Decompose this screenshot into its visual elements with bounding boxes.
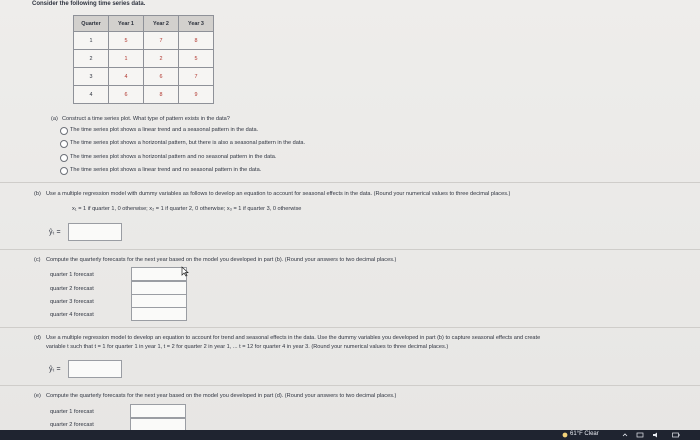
dummy-definition: x₁ = 1 if quarter 1, 0 otherwise; x₂ = 1 if quarter 2, 0 otherwise; x₃ = 1 if quarter 3, 0 otherwise: [72, 206, 302, 212]
divider: [0, 249, 700, 250]
table-row: [74, 50, 214, 68]
radio-option-4[interactable]: [60, 167, 68, 175]
forecast-label: quarter 4 forecast: [50, 312, 94, 318]
table-header-row: [74, 16, 214, 32]
forecast-label: quarter 1 forecast: [50, 272, 94, 278]
time-series-table: [73, 15, 214, 104]
radio-option-1[interactable]: [60, 127, 68, 135]
radio-option-3[interactable]: [60, 154, 68, 162]
option-2-label: The time series plot shows a horizontal pattern, but there is also a seasonal pattern in the data.: [70, 140, 306, 146]
part-b-label: (b): [34, 191, 41, 197]
table-cell: 7: [179, 68, 214, 86]
forecast-label: quarter 3 forecast: [50, 299, 94, 305]
forecast-input-e-q1[interactable]: [130, 404, 186, 418]
equation-input-b[interactable]: [68, 223, 122, 241]
table-cell: 9: [179, 86, 214, 104]
option-4-label: The time series plot shows a linear trend and no seasonal pattern in the data.: [70, 167, 262, 173]
taskbar: [0, 430, 700, 440]
divider: [0, 327, 700, 328]
forecast-label: quarter 2 forecast: [50, 422, 94, 428]
chevron-up-icon[interactable]: [622, 432, 628, 438]
table-row: [74, 68, 214, 86]
table-cell: 8: [179, 32, 214, 50]
mouse-cursor-icon: [181, 266, 189, 277]
table-cell: 4: [109, 68, 144, 86]
part-e-label: (e): [34, 393, 41, 399]
forecast-label: quarter 1 forecast: [50, 409, 94, 415]
divider: [0, 385, 700, 386]
table-cell: 4: [74, 86, 109, 104]
option-1-label: The time series plot shows a linear trend and a seasonal pattern in the data.: [70, 127, 259, 133]
part-a-question: Construct a time series plot. What type of pattern exists in the data?: [62, 116, 230, 122]
radio-option-2[interactable]: [60, 140, 68, 148]
part-c-question: Compute the quarterly forecasts for the next year based on the model you developed in part (b). (Round your answers to two decimal places.): [46, 257, 397, 263]
volume-icon[interactable]: [652, 432, 660, 438]
table-cell: 8: [144, 86, 179, 104]
yhat-label: ŷₜ =: [49, 366, 61, 373]
forecast-input-q3[interactable]: [131, 294, 187, 308]
forecast-input-q4[interactable]: [131, 307, 187, 321]
part-e-question: Compute the quarterly forecasts for the next year based on the model you developed in part (d). (Round your answers to two decimal places.): [46, 393, 397, 399]
table-cell: 6: [109, 86, 144, 104]
table-header: Year 1: [109, 16, 144, 32]
table-cell: 6: [144, 68, 179, 86]
part-a-label: (a): [51, 116, 58, 122]
table-header: Quarter: [74, 16, 109, 32]
table-cell: 5: [109, 32, 144, 50]
table-cell: 2: [74, 50, 109, 68]
part-d-question: Use a multiple regression model to develop an equation to account for trend and seasonal effects in the data. Use the dummy variables you developed in part (b) to capture seasonal effects and create: [46, 335, 541, 341]
instruction-text: Consider the following time series data.: [32, 1, 146, 7]
option-3-label: The time series plot shows a horizontal pattern and no seasonal pattern in the data.: [70, 154, 277, 160]
table-header: Year 3: [179, 16, 214, 32]
part-d-question-cont: variable t such that t = 1 for quarter 1 in year 1, t = 2 for quarter 2 in year 1, ... t = 12 for quarter 4 in year 3. (Round your numerical values to three decimal places.): [46, 344, 449, 350]
equation-input-d[interactable]: [68, 360, 122, 378]
part-b-question: Use a multiple regression model with dummy variables as follows to develop an equation to account for seasonal effects in the data. (Round your numerical values to three decimal places.): [46, 191, 511, 197]
table-row: [74, 32, 214, 50]
table-header: Year 2: [144, 16, 179, 32]
network-icon[interactable]: [636, 432, 644, 438]
table-cell: 2: [144, 50, 179, 68]
table-cell: 1: [74, 32, 109, 50]
forecast-input-q2[interactable]: [131, 281, 187, 295]
forecast-input-q1[interactable]: [131, 267, 187, 281]
yhat-label: ŷₜ =: [49, 229, 61, 236]
forecast-label: quarter 2 forecast: [50, 286, 94, 292]
divider: [0, 182, 700, 183]
part-c-label: (c): [34, 257, 41, 263]
part-d-label: (d): [34, 335, 41, 341]
table-row: [74, 86, 214, 104]
moon-icon: [562, 432, 568, 438]
weather-text: 61°F Clear: [570, 431, 599, 437]
battery-icon[interactable]: [672, 432, 680, 438]
table-cell: 1: [109, 50, 144, 68]
table-cell: 5: [179, 50, 214, 68]
table-cell: 7: [144, 32, 179, 50]
table-cell: 3: [74, 68, 109, 86]
